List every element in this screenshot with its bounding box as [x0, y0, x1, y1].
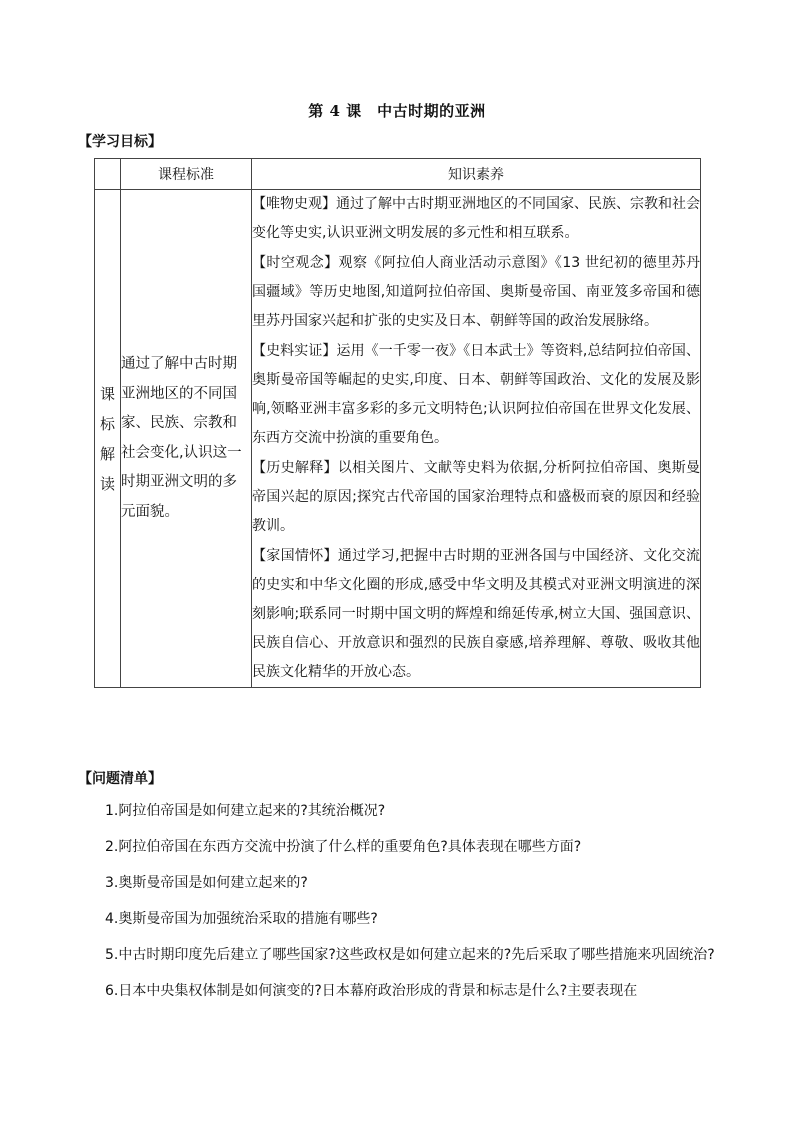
knowledge-label: 【唯物史观】: [252, 196, 336, 212]
question-item: 5.中古时期印度先后建立了哪些国家?这些政权是如何建立起来的?先后采取了哪些措施来巩固统治?: [105, 947, 715, 963]
knowledge-text: 通过学习,把握中古时期的亚洲各国与中国经济、文化交流的史实和中华文化圈的形成,感受中华文明及其模式对亚洲文明演进的深刻影响;联系同一时期中国文明的辉煌和绵延传承,树立大国、强国意识、民族自信心、开放意识和强烈的民族自豪感,培养理解、尊敬、吸收其他民族文化精华的开放心态。: [252, 548, 701, 680]
knowledge-text: 以相关图片、文献等史料为依据,分析阿拉伯帝国、奥斯曼帝国兴起的原因;探究古代帝国的国家治理特点和盛极而衰的原因和经验教训。: [252, 460, 701, 534]
side-label-char: 课: [99, 384, 115, 403]
knowledge-label: 【时空观念】: [252, 255, 339, 271]
knowledge-paragraph: [252, 542, 700, 687]
side-label-char: 读: [99, 474, 115, 493]
knowledge-label: 【史料实证】: [252, 343, 337, 359]
knowledge-label: 【历史解释】: [252, 460, 338, 476]
header-standard: 课程标准: [121, 159, 252, 190]
table-body-row: [95, 190, 701, 688]
table-header-row: [95, 159, 701, 190]
question-list: [78, 796, 718, 1006]
knowledge-text: 观察《阿拉伯人商业活动示意图》《13 世纪初的德里苏丹国疆域》等历史地图,知道阿拉伯帝国、奥斯曼帝国、南亚笈多帝国和德里苏丹国家兴起和扩张的史实及日本、朝鲜等国的政治发展脉络。: [252, 255, 700, 329]
knowledge-cell: [252, 190, 701, 688]
knowledge-paragraph: [252, 337, 700, 453]
knowledge-paragraph: [252, 249, 700, 336]
goals-table: [94, 158, 701, 688]
knowledge-text: 通过了解中古时期亚洲地区的不同国家、民族、宗教和社会变化等史实,认识亚洲文明发展的多元性和相互联系。: [252, 196, 700, 241]
section-heading-goals: 【学习目标】: [78, 134, 162, 150]
side-label-char: 标: [99, 414, 115, 433]
page-title: 第 4 课 中古时期的亚洲: [308, 102, 486, 120]
standard-text: 通过了解中古时期亚洲地区的不同国家、民族、宗教和社会变化,认识这一时期亚洲文明的多元面貌。: [121, 356, 242, 520]
standard-text-cell: [121, 190, 252, 688]
question-item: 4.奥斯曼帝国为加强统治采取的措施有哪些?: [105, 911, 378, 927]
header-knowledge: 知识素养: [252, 159, 701, 190]
section-heading-questions: 【问题清单】: [78, 771, 162, 787]
question-item: 6.日本中央集权体制是如何演变的?日本幕府政治形成的背景和标志是什么?主要表现在: [105, 983, 638, 999]
knowledge-paragraph: [252, 190, 700, 248]
knowledge-text: 运用《一千零一夜》《日本武士》等资料,总结阿拉伯帝国、奥斯曼帝国等崛起的史实,印度、日本、朝鲜等国政治、文化的发展及影响,领略亚洲丰富多彩的多元文明特色;认识阿拉伯帝国在世界文化发展、东西方交流中扮演的重要角色。: [252, 343, 701, 446]
side-label-cell: [95, 190, 121, 688]
table-corner-cell: [95, 159, 121, 190]
question-item: 1.阿拉伯帝国是如何建立起来的?其统治概况?: [105, 803, 386, 819]
question-item: 3.奥斯曼帝国是如何建立起来的?: [105, 875, 308, 891]
knowledge-paragraph: [252, 454, 700, 541]
side-label-char: 解: [99, 444, 115, 463]
knowledge-label: 【家国情怀】: [252, 548, 338, 564]
question-item: 2.阿拉伯帝国在东西方交流中扮演了什么样的重要角色?具体表现在哪些方面?: [105, 839, 582, 855]
